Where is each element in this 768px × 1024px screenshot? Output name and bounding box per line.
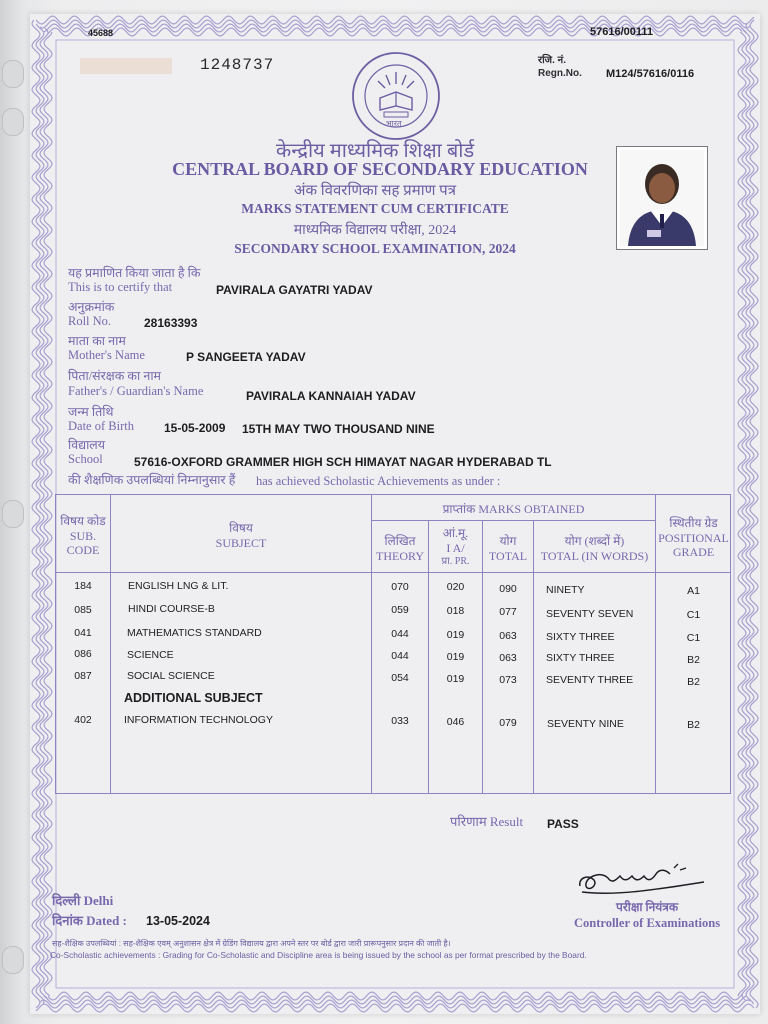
header-code-1: SUB. bbox=[69, 529, 97, 543]
controller-label-hindi: परीक्षा नियंत्रक bbox=[616, 900, 679, 914]
header-words-hindi: योग (शब्दों में) bbox=[564, 534, 625, 548]
issue-date: 13-05-2024 bbox=[146, 914, 210, 928]
dated-en: Dated : bbox=[86, 913, 127, 928]
cell-subject: INFORMATION TECHNOLOGY bbox=[124, 714, 273, 726]
header-ia-hindi: आं.मू. bbox=[442, 526, 469, 540]
roll-label: Roll No. bbox=[68, 314, 112, 328]
certificate-number: 1248737 bbox=[200, 56, 275, 74]
header-grade-1: POSITIONAL bbox=[658, 531, 729, 545]
punch-hole bbox=[2, 108, 24, 136]
result-label-hindi: परिणाम bbox=[450, 814, 487, 829]
board-name-hindi: केन्द्रीय माध्यमिक शिक्षा बोर्ड bbox=[275, 140, 475, 162]
roll-number: 28163393 bbox=[144, 316, 198, 330]
student-photo-icon bbox=[620, 150, 704, 246]
student-name: PAVIRALA GAYATRI YADAV bbox=[216, 283, 373, 297]
regn-number: M124/57616/0116 bbox=[606, 68, 695, 80]
cell-words: SEVENTY NINE bbox=[547, 718, 624, 730]
cell-grade: A1 bbox=[687, 585, 700, 597]
header-code-2: CODE bbox=[66, 543, 100, 557]
additional-subject-heading: ADDITIONAL SUBJECT bbox=[124, 691, 263, 705]
co-scholastic-note: Co-Scholastic achievements : Grading for Co-Scholastic and Discipline area is being issued by the school as per format prescribed by the Board. bbox=[50, 950, 587, 960]
certify-label-hindi: यह प्रमाणित किया जाता है कि bbox=[68, 266, 201, 280]
school-name: 57616-OXFORD GRAMMER HIGH SCH HIMAYAT NAGAR HYDERABAD TL bbox=[134, 455, 552, 469]
subtitle-hindi: अंक विवरणिका सह प्रमाण पत्र bbox=[294, 183, 456, 199]
cell-total: 063 bbox=[499, 652, 517, 664]
cell-total: 063 bbox=[499, 630, 517, 642]
cell-words: SIXTY THREE bbox=[546, 652, 615, 664]
header-words: TOTAL (IN WORDS) bbox=[540, 549, 649, 563]
father-label-hindi: पिता/संरक्षक का नाम bbox=[68, 369, 162, 383]
serial-left: 45688 bbox=[88, 28, 114, 38]
school-label-hindi: विद्यालय bbox=[68, 438, 106, 452]
place-en: Delhi bbox=[83, 893, 114, 908]
cell-ia: 046 bbox=[446, 716, 465, 728]
cell-code: 184 bbox=[74, 580, 92, 592]
cell-grade: C1 bbox=[686, 609, 701, 621]
father-name: PAVIRALA KANNAIAH YADAV bbox=[246, 389, 416, 403]
header-total: TOTAL bbox=[488, 549, 528, 563]
cell-theory: 070 bbox=[391, 581, 409, 593]
header-total-hindi: योग bbox=[499, 534, 517, 548]
cell-ia: 019 bbox=[446, 651, 465, 663]
cell-theory: 044 bbox=[391, 650, 409, 662]
faint-stamp bbox=[80, 58, 172, 74]
header-subject: SUBJECT bbox=[215, 536, 267, 550]
header-grade-2: GRADE bbox=[672, 545, 715, 559]
header-marks-hindi: प्राप्तांक bbox=[442, 502, 476, 516]
dated-hindi: दिनांक bbox=[52, 913, 83, 928]
date-of-birth: 15-05-2009 bbox=[164, 421, 226, 435]
cell-grade: B2 bbox=[687, 719, 700, 731]
regn-label-hindi: रजि. नं. bbox=[538, 55, 566, 66]
cell-code: 402 bbox=[74, 714, 92, 726]
co-scholastic-note-hindi: सह-शैक्षिक उपलब्धियां : सह-शैक्षिक एवम् अनुशासन क्षेत्र में ग्रेडिंग विद्यालय द्वारा अपने स्तर पर बोर्ड द्वारा जारी प्रारूपनुसार प्रदान की जाती है। bbox=[52, 939, 451, 948]
marks-certificate bbox=[30, 14, 760, 1014]
cell-theory: 044 bbox=[391, 628, 409, 640]
cell-total: 079 bbox=[499, 717, 517, 729]
cell-code: 086 bbox=[74, 648, 92, 660]
dated-label bbox=[52, 914, 127, 928]
cell-grade: B2 bbox=[687, 676, 700, 688]
subtitle: MARKS STATEMENT CUM CERTIFICATE bbox=[241, 201, 509, 216]
dob-label-hindi: जन्म तिथि bbox=[68, 405, 114, 419]
cell-theory: 059 bbox=[391, 604, 409, 616]
cell-total: 077 bbox=[499, 606, 517, 618]
cell-total: 073 bbox=[499, 674, 517, 686]
board-name: CENTRAL BOARD OF SECONDARY EDUCATION bbox=[172, 159, 588, 179]
header-marks: MARKS OBTAINED bbox=[478, 502, 585, 516]
header-code-hindi: विषय कोड bbox=[60, 514, 106, 528]
regn-label: Regn.No. bbox=[538, 68, 582, 79]
achievement-label: has achieved Scholastic Achievements as under : bbox=[256, 474, 501, 488]
cell-ia: 020 bbox=[446, 581, 465, 593]
place-hindi: दिल्ली bbox=[52, 893, 81, 908]
mother-name: P SANGEETA YADAV bbox=[186, 350, 306, 364]
controller-signature-icon bbox=[574, 860, 714, 902]
cell-subject: ENGLISH LNG & LIT. bbox=[128, 580, 229, 592]
header-ia: I A/ bbox=[446, 541, 465, 555]
header-theory: THEORY bbox=[376, 549, 424, 563]
cell-ia: 019 bbox=[446, 673, 465, 685]
result-value: PASS bbox=[547, 817, 579, 831]
achievement-label-hindi: की शैक्षणिक उपलब्धियां निम्नानुसार हैं bbox=[68, 473, 236, 487]
result-label-en: Result bbox=[489, 814, 524, 829]
cell-grade: B2 bbox=[687, 654, 700, 666]
exam-title: SECONDARY SCHOOL EXAMINATION, 2024 bbox=[234, 241, 516, 256]
mother-label: Mother's Name bbox=[68, 348, 145, 362]
result-label bbox=[450, 815, 523, 829]
mother-label-hindi: माता का नाम bbox=[68, 334, 126, 348]
cell-ia: 019 bbox=[446, 629, 465, 641]
cell-subject: SOCIAL SCIENCE bbox=[127, 670, 215, 682]
cell-words: SIXTY THREE bbox=[546, 631, 615, 643]
date-of-birth-words: 15TH MAY TWO THOUSAND NINE bbox=[242, 422, 435, 436]
header-subject-hindi: विषय bbox=[229, 521, 253, 535]
cell-words: NINETY bbox=[546, 584, 585, 596]
cell-code: 085 bbox=[74, 604, 92, 616]
cell-subject: MATHEMATICS STANDARD bbox=[127, 627, 262, 639]
cell-code: 087 bbox=[74, 670, 92, 682]
emblem-caption: भारत bbox=[386, 119, 402, 128]
place-label bbox=[52, 894, 113, 908]
cell-code: 041 bbox=[74, 627, 92, 639]
cell-subject: SCIENCE bbox=[127, 649, 174, 661]
header-theory-hindi: लिखित bbox=[384, 534, 416, 548]
controller-label: Controller of Examinations bbox=[574, 916, 721, 930]
school-label: School bbox=[68, 452, 103, 466]
punch-hole bbox=[2, 60, 24, 88]
cell-subject: HINDI COURSE-B bbox=[128, 603, 215, 615]
certify-label: This is to certify that bbox=[68, 280, 173, 294]
cell-words: SEVENTY THREE bbox=[546, 674, 634, 686]
cell-total: 090 bbox=[499, 583, 517, 595]
cell-grade: C1 bbox=[686, 632, 701, 644]
cell-words: SEVENTY SEVEN bbox=[546, 608, 634, 620]
roll-label-hindi: अनुक्रमांक bbox=[68, 300, 115, 314]
father-label: Father's / Guardian's Name bbox=[68, 384, 204, 398]
header-marks-obtained bbox=[372, 502, 655, 516]
punch-hole bbox=[2, 946, 24, 974]
exam-hindi: माध्यमिक विद्यालय परीक्षा, 2024 bbox=[293, 223, 457, 238]
cell-ia: 018 bbox=[446, 605, 465, 617]
cell-theory: 054 bbox=[391, 672, 409, 684]
header-pr: प्रा. PR. bbox=[441, 556, 470, 567]
table-divider bbox=[371, 520, 655, 521]
header-grade-hindi: स्थितीय ग्रेड bbox=[669, 516, 718, 530]
dob-label: Date of Birth bbox=[68, 419, 134, 433]
serial-right: 57616/00111 bbox=[590, 26, 654, 38]
punch-hole bbox=[2, 500, 24, 528]
cell-theory: 033 bbox=[391, 715, 409, 727]
student-photo bbox=[616, 146, 708, 250]
table-divider bbox=[55, 572, 731, 573]
